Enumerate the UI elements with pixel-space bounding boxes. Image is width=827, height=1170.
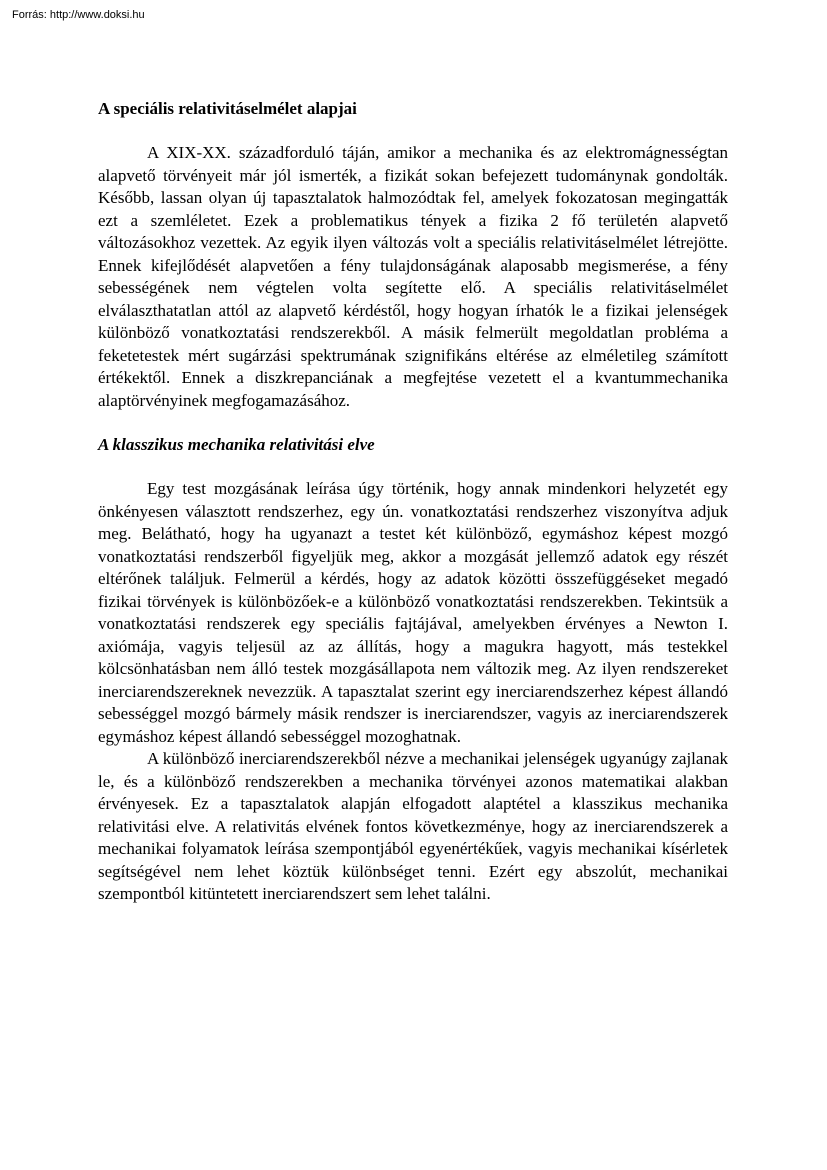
source-note: Forrás: http://www.doksi.hu (12, 9, 145, 21)
document-body (98, 98, 728, 906)
section-paragraph-1: Egy test mozgásának leírása úgy történik, hogy annak mindenkori helyzetét egy önkényesen választott rendszerhez, egy ún. vonatkoztatási rendszerhez viszonyítva adjuk meg. Belátható, hogy ha ugyanazt a testet két különböző, egymáshoz képest mozgó vonatkoztatási rendszerből figyeljük meg, akkor a mozgását jellemző adatok egy részét eltérőnek találjuk. Felmerül a kérdés, hogy az adatok közötti összefüggéseket megadó fizikai törvények is különbözőek-e a különböző vonatkoztatási rendszerekben. Tekintsük a vonatkoztatási rendszerek egy speciális fajtájával, amelyekben érvényes a Newton I. axiómája, vagyis teljesül az az állítás, hogy a magukra hagyott, más testekkel kölcsönhatásban nem álló testek mozgásállapota nem változik meg. Az ilyen rendszereket inerciarendszereknek nevezzük. A tapasztalat szerint egy inerciarendszerhez képest állandó sebességgel mozgó bármely másik rendszer is inerciarendszer, vagyis az inerciarendszerek egymáshoz képest állandó sebességgel mozoghatnak. (98, 479, 728, 746)
document-title: A speciális relativitáselmélet alapjai (98, 99, 357, 118)
section-paragraph-2: A különböző inerciarendszerekből nézve a mechanikai jelenségek ugyanúgy zajlanak le, és a különböző rendszerekben a mechanika törvényei azonos matematikai alakban érvényesek. Ez a tapasztalatok alapján elfogadott alaptétel a klasszikus mechanika relativitási elve. A relativitás elvének fontos következménye, hogy az inerciarendszerek a mechanikai folyamatok leírása szempontjából egyenértékűek, vagyis mechanikai kísérletek segítségével nem lehet köztük különbséget tenni. Ezért egy abszolút, mechanikai szempontból kitüntetett inerciarendszert sem lehet találni. (98, 749, 728, 903)
intro-paragraph: A XIX-XX. századforduló táján, amikor a mechanika és az elektromágnességtan alapvető törvényeit már jól ismerték, a fizikát sokan befejezett tudománynak gondolták. Később, lassan olyan új tapasztalatok halmozódtak fel, amelyek fokozatosan megingatták ezt a szemléletet. Ezek a problematikus tények a fizika 2 fő területén alapvető változásokhoz vezettek. Az egyik ilyen változás volt a speciális relativitáselmélet létrejötte. Ennek kifejlődését alapvetően a fény tulajdonságának alaposabb megismerése, a fény sebességének nem végtelen volta segítette elő. A speciális relativitáselmélet elválaszthatatlan attól az alapvető kérdéstől, hogy hogyan írhatók le a fizikai jelenségek különböző vonatkoztatási rendszerekből. A másik felmerült megoldatlan probléma a feketetestek mért sugárzási spektrumának szignifikáns eltérése az elméletileg számított értékektől. Ennek a diszkrepanciának a megfejtése vezetett el a kvantummechanika alaptörvényinek megfogamazásához. (98, 143, 728, 410)
section-title: A klasszikus mechanika relativitási elve (98, 435, 375, 454)
